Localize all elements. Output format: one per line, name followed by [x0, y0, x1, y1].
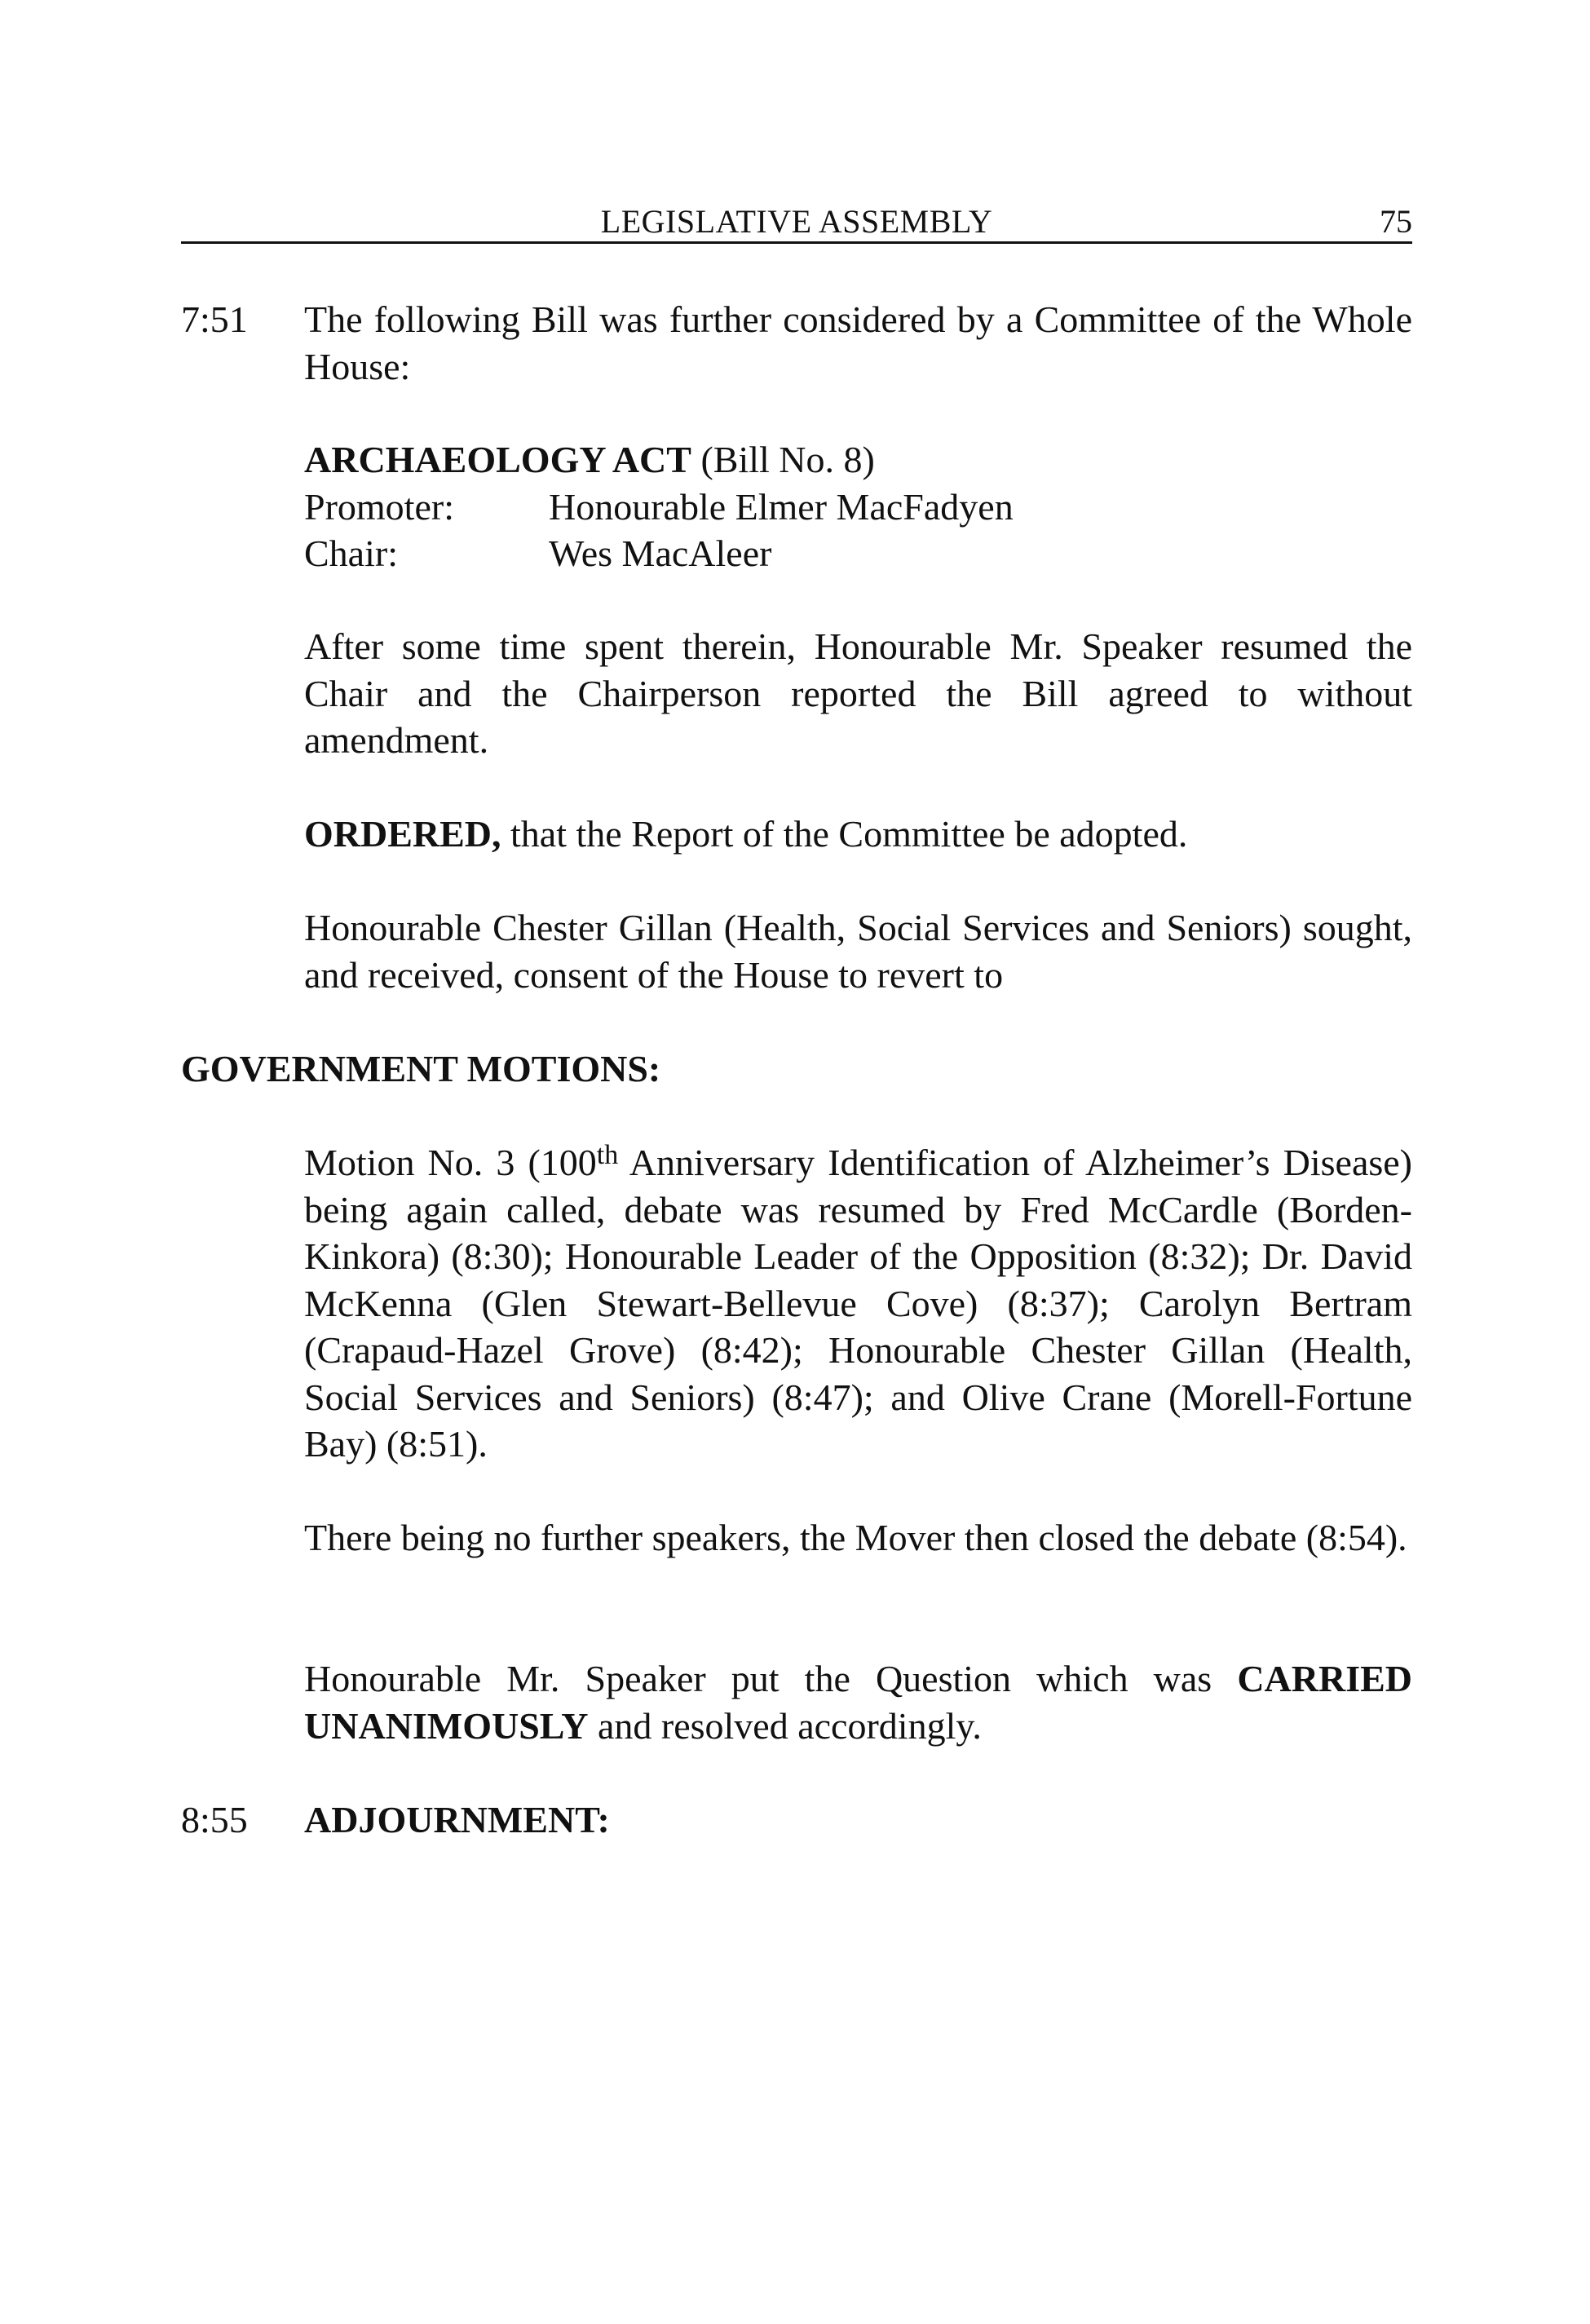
bill-details	[304, 436, 1412, 577]
bill-title-line	[304, 436, 1412, 484]
bill-chair-line	[304, 530, 1412, 577]
motion-text: Anniversary Identification of Alzheimer’s Disease) being again called, debate was resumed by Fred McCardle (Borden-Kinkora) (8:30); Honourable Leader of the Opposition (8:32); Dr. David McKenna (Glen Stewart-Bellevue Cove) (8:37); Carolyn Bertram (Crapaud-Hazel Grove) (8:42); Honourable Chester Gillan (Health, Social Services and Seniors) (8:47); and Olive Crane (Morell-Fortune Bay) (8:51).	[304, 1142, 1412, 1465]
promoter-name: Honourable Elmer MacFadyen	[549, 485, 1014, 528]
motion-paragraph	[304, 1139, 1412, 1468]
bill-number: (Bill No. 8)	[700, 439, 875, 480]
closing-paragraph: There being no further speakers, the Mover then closed the debate (8:54).	[304, 1517, 1407, 1558]
chair-name: Wes MacAleer	[549, 532, 772, 574]
chair-label: Chair:	[304, 532, 398, 574]
question-text: Honourable Mr. Speaker put the Question which was	[304, 1658, 1212, 1699]
question-result: CARRIED UNANIMOUSLY	[304, 1658, 1412, 1747]
consent-paragraph: Honourable Chester Gillan (Health, Social Services and Seniors) sought, and received, consent of the House to revert to	[304, 907, 1412, 996]
motion-prefix: Motion No. 3 (100	[304, 1142, 597, 1183]
question-text-after: and resolved accordingly.	[597, 1704, 982, 1747]
page-header	[181, 202, 1412, 244]
ordered-text: that the Report of the Committee be adopted.	[510, 813, 1188, 855]
entry-time-751: 7:51	[181, 298, 248, 340]
entry-text-751: The following Bill was further considered by a Committee of the Whole House:	[304, 298, 1412, 387]
bill-title: ARCHAEOLOGY ACT	[304, 439, 691, 480]
page-number: 75	[1380, 203, 1412, 240]
promoter-label: Promoter:	[304, 485, 454, 528]
motion-superscript: th	[596, 1140, 619, 1170]
ordered-keyword: ORDERED,	[304, 813, 501, 855]
bill-promoter-line	[304, 484, 1412, 531]
adjournment-heading: ADJOURNMENT:	[304, 1799, 610, 1840]
ordered-paragraph	[304, 811, 1412, 858]
header-title: LEGISLATIVE ASSEMBLY	[600, 203, 993, 240]
adjournment-time: 8:55	[181, 1799, 248, 1840]
question-paragraph	[304, 1655, 1412, 1749]
section-heading: GOVERNMENT MOTIONS:	[181, 1048, 661, 1089]
committee-report: After some time spent therein, Honourable Mr. Speaker resumed the Chair and the Chairperson reported the Bill agreed to without amendment.	[304, 625, 1412, 761]
